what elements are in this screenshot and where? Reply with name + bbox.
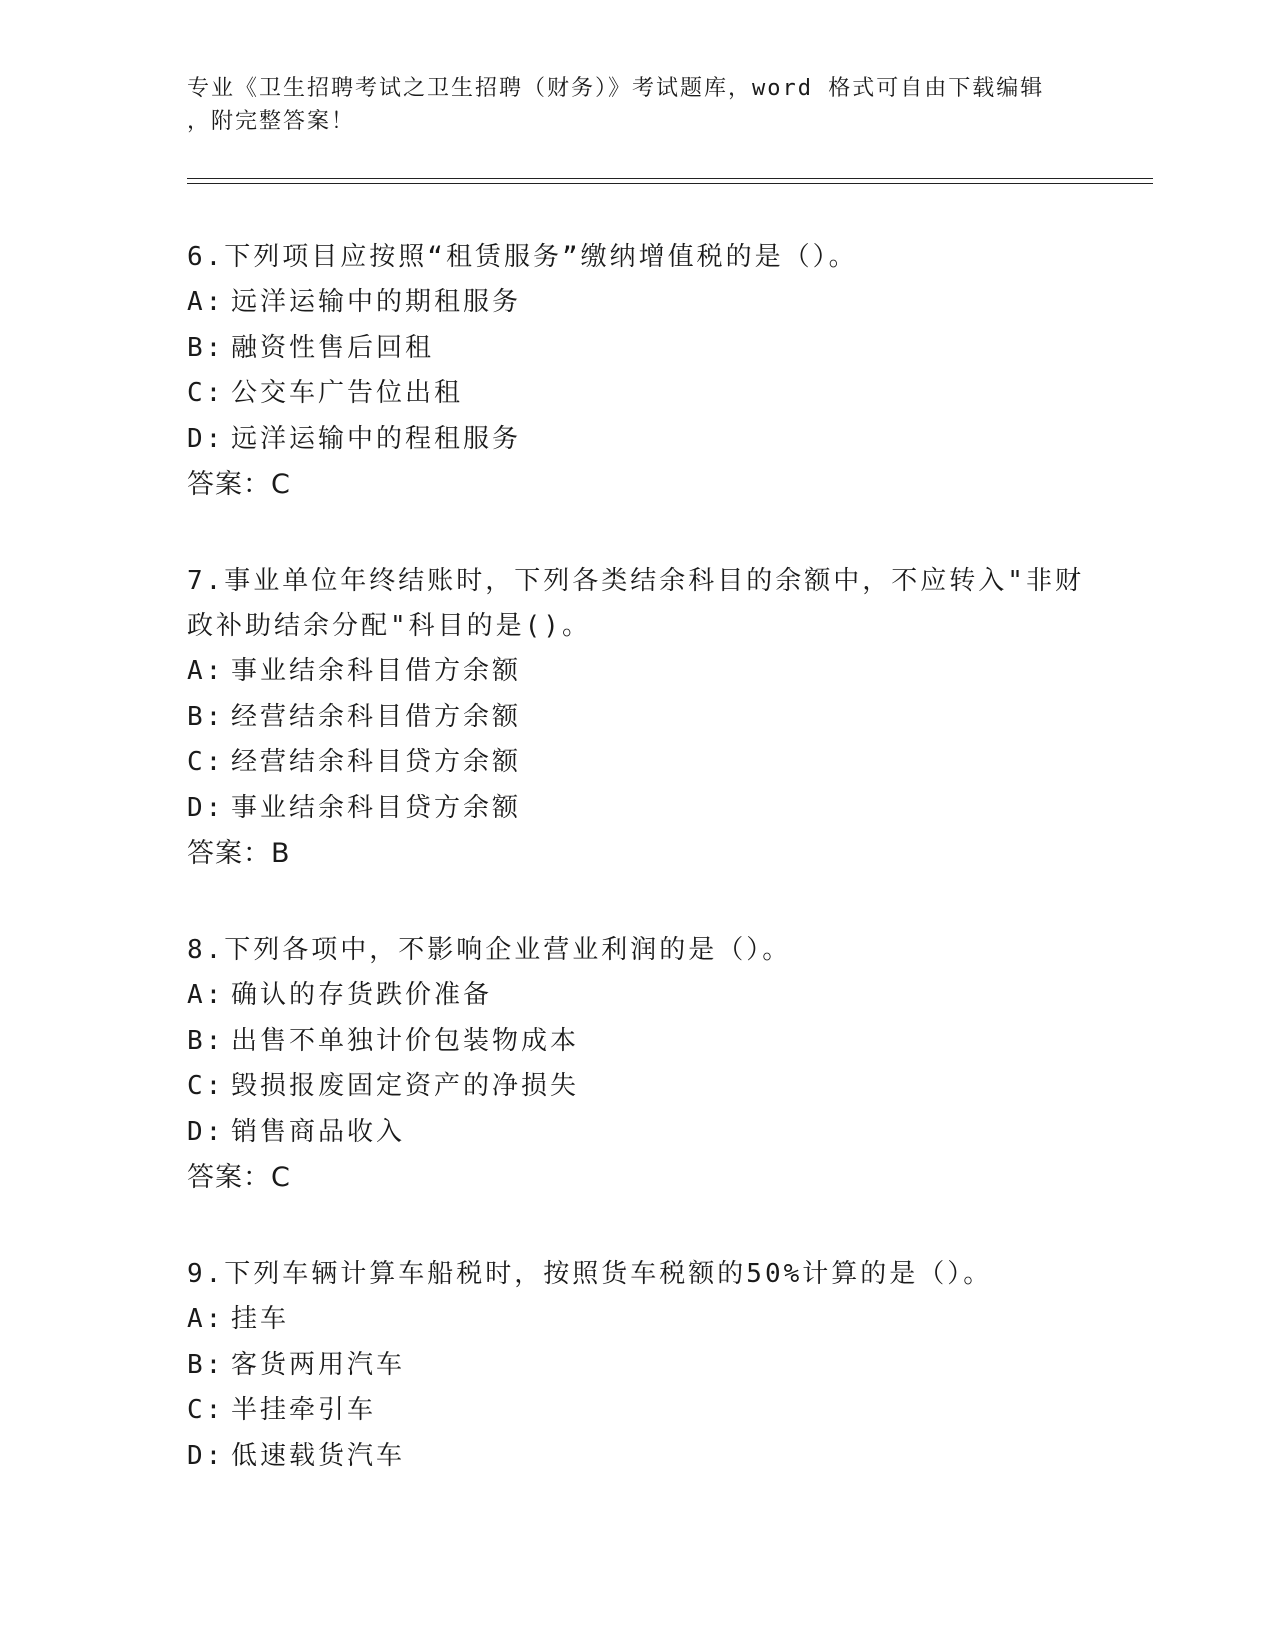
option-letter: A:: [187, 656, 225, 686]
option-text: 远洋运输中的期租服务: [231, 287, 522, 317]
option-text: 低速载货汽车: [231, 1440, 406, 1471]
option-letter: D:: [187, 1116, 225, 1147]
option-letter: D:: [187, 423, 225, 454]
option-text: 确认的存货跌价准备: [231, 980, 493, 1010]
option-text: 经营结余科目借方余额: [231, 701, 522, 732]
option-letter: B:: [187, 701, 225, 732]
question-stem: [187, 1252, 1107, 1297]
option-a: [187, 973, 1107, 1019]
question-stem-line: 政补助结余分配"科目的是()。: [187, 611, 591, 641]
header-line-2: ，附完整答案！: [187, 109, 356, 134]
option-text: 半挂牵引车: [231, 1395, 377, 1425]
option-letter: B:: [187, 1349, 225, 1380]
option-text: 客货两用汽车: [231, 1349, 406, 1380]
option-d: [187, 1110, 1107, 1156]
question-list: [187, 235, 1107, 1531]
option-d: [187, 786, 1107, 832]
option-list: [187, 973, 1107, 1155]
option-text: 经营结余科目贷方余额: [231, 747, 522, 777]
option-text: 事业结余科目借方余额: [231, 656, 522, 686]
question-stem: [187, 559, 1107, 649]
option-text: 出售不单独计价包装物成本: [231, 1025, 580, 1056]
header-divider-top: [187, 178, 1153, 179]
option-letter: B:: [187, 1025, 225, 1056]
question-stem-line: 6.下列项目应按照“租赁服务”缴纳增值税的是（）。: [187, 242, 858, 272]
option-c: [187, 371, 1107, 417]
option-b: [187, 695, 1107, 741]
header-line-1: 专业《卫生招聘考试之卫生招聘（财务）》考试题库，word 格式可自由下载编辑: [187, 76, 1045, 101]
question-stem-line: 9.下列车辆计算车船税时，按照货车税额的50%计算的是（）。: [187, 1259, 993, 1289]
option-b: [187, 1343, 1107, 1389]
option-text: 销售商品收入: [231, 1116, 406, 1147]
option-letter: B:: [187, 332, 225, 363]
option-letter: A:: [187, 287, 225, 317]
option-letter: D:: [187, 792, 225, 823]
option-text: 毁损报废固定资产的净损失: [231, 1071, 580, 1101]
option-letter: A:: [187, 980, 225, 1010]
answer-line: 答案：B: [187, 838, 291, 869]
option-letter: C:: [187, 1395, 225, 1425]
option-text: 融资性售后回租: [231, 332, 435, 363]
option-list: [187, 649, 1107, 831]
question-9: [187, 1252, 1107, 1479]
option-a: [187, 1297, 1107, 1343]
option-text: 公交车广告位出租: [231, 378, 464, 408]
option-text: 事业结余科目贷方余额: [231, 792, 522, 823]
question-stem-line: 8.下列各项中，不影响企业营业利润的是（）。: [187, 935, 792, 965]
option-a: [187, 649, 1107, 695]
document-header: [187, 72, 1067, 138]
question-7: [187, 559, 1107, 876]
option-b: [187, 1019, 1107, 1065]
option-text: 远洋运输中的程租服务: [231, 423, 522, 454]
option-text: 挂车: [231, 1304, 290, 1334]
answer-line: 答案：C: [187, 1162, 291, 1193]
option-letter: A:: [187, 1304, 225, 1334]
option-letter: C:: [187, 1071, 225, 1101]
option-d: [187, 417, 1107, 463]
answer-line: 答案：C: [187, 469, 291, 500]
question-stem-line: 7.事业单位年终结账时，下列各类结余科目的余额中，不应转入"非财: [187, 566, 1084, 596]
option-b: [187, 326, 1107, 372]
option-c: [187, 740, 1107, 786]
header-divider-bottom: [187, 183, 1153, 184]
option-c: [187, 1064, 1107, 1110]
question-stem: [187, 928, 1107, 973]
option-c: [187, 1388, 1107, 1434]
question-8: [187, 928, 1107, 1200]
question-6: [187, 235, 1107, 507]
option-a: [187, 280, 1107, 326]
question-stem: [187, 235, 1107, 280]
option-list: [187, 280, 1107, 462]
option-list: [187, 1297, 1107, 1479]
option-letter: C:: [187, 378, 225, 408]
option-letter: C:: [187, 747, 225, 777]
option-letter: D:: [187, 1440, 225, 1471]
option-d: [187, 1434, 1107, 1480]
